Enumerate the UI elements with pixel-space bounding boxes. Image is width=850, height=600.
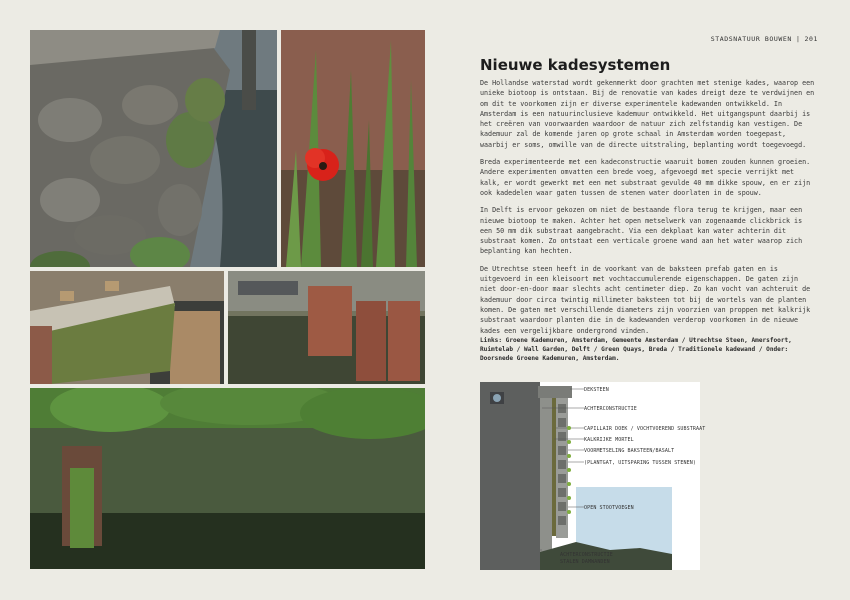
body-paragraph: De Hollandse waterstad wordt gekenmerkt door grachten met stenige kades, waarop een unieke biotoop is ontstaan. Bij de renovatie van kades dreigt deze te verdwijnen en om dit te voorkomen zijn er diverse experimentele kadewanden ontwikkeld. In Amsterdam is een natuurinclusieve kademuur ontwikkeld. Het uitgangspunt daarbij is het creëren van voorwaarden waardoor de natuur zich zelfstandig kan vestigen. De kademuur zal de komende jaren op grote schaal in Amsterdam worden toegepast, waarbij er soms, omwille van de directe uitstraling, beplanting wordt toegevoegd. bbox=[480, 79, 815, 149]
label-capillair-doek: CAPILLAIR DOEK / VOCHTVOEREND SUBSTRAAT bbox=[584, 426, 706, 432]
substrate-layer bbox=[552, 396, 556, 536]
quay-wall-cross-section-diagram bbox=[480, 382, 706, 570]
running-head-section: STADSNATUUR BOUWEN bbox=[710, 35, 792, 43]
brick-pillars-photo bbox=[228, 271, 425, 384]
body-paragraph: De Utrechtse steen heeft in de voorkant van de baksteen prefab gaten en is uitgevoerd in een kleisoort met vochtaccumulerende eigenschappen. De gaten zijn niet door-en-door maar slechts acht centimeter diep. Zo kan vocht van achteruit de kademuur door circa twintig millimeter baksteen tot bij de wortels van de planten komen. De gaten met verschillende diameters zijn voorzien van proppen met kalkrijk substraat waardoor planten die in de kadewanden verderop voorkomen in de nieuwe kades een vergelijkbare ondergrond vinden. bbox=[480, 264, 811, 335]
brick-wall-poppy-photo bbox=[281, 30, 425, 267]
cap-stone bbox=[538, 386, 572, 398]
article-title: Nieuwe kadesystemen bbox=[480, 56, 671, 74]
overgrown-quay-wall-photo bbox=[30, 388, 425, 569]
label-open-stootvoegen: OPEN STOOTVOEGEN bbox=[584, 505, 634, 511]
article-body bbox=[480, 78, 816, 343]
label-plantgat: (PLANTGAT, UITSPARING TUSSEN STENEN) bbox=[584, 460, 696, 466]
running-head bbox=[711, 35, 818, 43]
body-paragraph: Breda experimenteerde met een kadeconstructie waaruit bomen zouden kunnen groeien. Andere experimenten omvatten een brede voeg, afgevoegd met specie verrijkt met kalk, er wordt gewerkt met een met substraat gevulde 40 mm dikke spouw, en er zijn ook kadedelen waar gaten tussen de stenen water doorlaten in de spouw. bbox=[480, 158, 811, 197]
running-head-separator: | bbox=[795, 35, 801, 43]
label-achterconstructie-bottom-2: STALEN DAMWANDEN bbox=[560, 559, 610, 565]
label-achterconstructie-bottom-1: ACHTERCONSTRUCTIE bbox=[560, 552, 613, 558]
label-kalkrijke-mortel: KALKRIJKE MORTEL bbox=[584, 437, 634, 443]
wall-garden-planter-photo bbox=[30, 271, 224, 384]
label-voormetseling: VOORMETSELING BAKSTEEN/BASALT bbox=[584, 448, 675, 454]
label-deksteen: DEKSTEEN bbox=[584, 387, 609, 393]
body-paragraph: In Delft is ervoor gekozen om niet de bestaande flora terug te krijgen, maar een nieuwe biotoop te maken. Achter het open metselwerk van zogenaamde clickbrick is een 50 mm dik substraat aangebracht. Via een dekplaat kan water achterin dit substraat komen. Zo ontstaat een verticale groene wand aan het water waarop zich beplanting kan hechten. bbox=[480, 206, 803, 256]
back-construction bbox=[480, 382, 540, 570]
label-achterconstructie-top: ACHTERCONSTRUCTIE bbox=[584, 406, 637, 412]
figure-caption: Links: Groene Kademuren, Amsterdam, Gemeente Amsterdam / Utrechtse Steen, Amersfoort, Ruimtelab / Wall Garden, Delft / Green Quays, Breda / Traditionele kadewand / Onder: Doorsnede Groene Kademuren, Amsterdam. bbox=[480, 337, 792, 362]
page-number: 201 bbox=[804, 35, 818, 43]
stone-quay-wall-photo bbox=[30, 30, 277, 267]
